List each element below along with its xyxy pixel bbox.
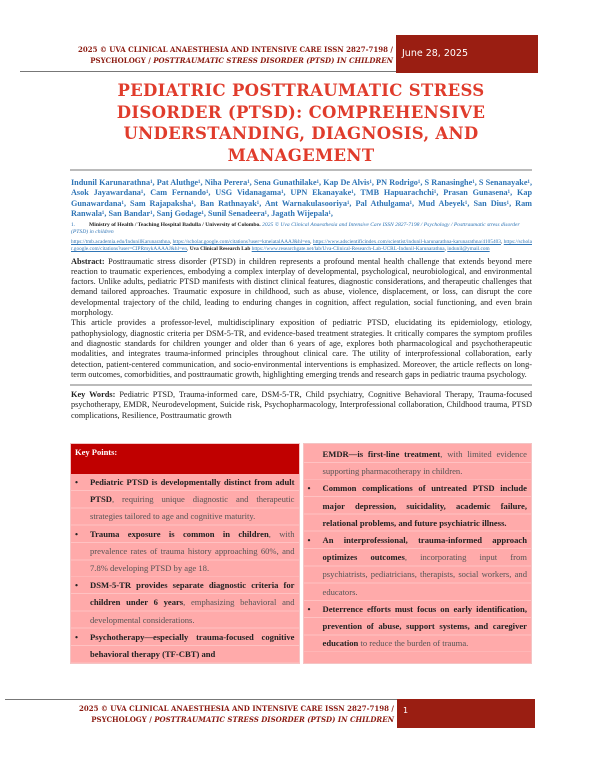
key-point-bold: EMDR—is first-line treatment (322, 449, 441, 460)
key-point-text: , with prevalence rates of trauma history approaching 60%, and 7.8% developing PTSD by age 18. (90, 528, 295, 574)
page-number: 1 (397, 699, 535, 728)
link-adscientificindex[interactable]: https://www.adscientificindex.com/scientist/indunil-karunarathna-karunarathna/4105403 (312, 239, 501, 246)
link-scholar[interactable]: https://scholar.google.com/citations?user=kmeiatalAAAJ&hl=en (172, 239, 311, 246)
key-point-continuation (304, 446, 532, 480)
link-academia[interactable]: https://tmb.academia.edu/IndunilKarunarathna (71, 239, 170, 246)
abstract-divider (70, 384, 532, 386)
key-point-text: , with limited evidence supporting pharmacotherapy in children. (322, 449, 527, 477)
key-point-text: , incorporating input from psychiatrists, pediatricians, therapists, social workers, and educators. (322, 552, 527, 597)
footer-section: PSYCHOLOGY / (91, 715, 155, 724)
main-column (70, 80, 532, 664)
key-point (71, 526, 299, 578)
affiliation-journal: 2025 © Uva Clinical Anaesthesia and Intensive Care ISSN 2827-7198 / Psychology / Posttraumatic stress disorder (PTSD) in children (71, 222, 520, 236)
key-points-box-left (70, 443, 300, 664)
running-footer (5, 699, 397, 729)
title-divider (70, 169, 532, 171)
bullet-icon: • (75, 528, 79, 539)
bullet-icon: • (75, 631, 79, 642)
key-point-bold: Pediatric PTSD is developmentally distinct from adult PTSD (90, 477, 295, 505)
key-point (304, 532, 532, 601)
abstract-p1 (71, 257, 532, 319)
abstract-label: Abstract: (71, 256, 105, 266)
lab-name: Uva Clinical Research Lab (189, 246, 251, 253)
footer-line2 (5, 714, 394, 725)
publication-date: June 28, 2025 (396, 35, 538, 73)
bullet-icon: • (307, 483, 311, 494)
key-point (304, 480, 532, 532)
key-point (71, 629, 299, 663)
key-points (70, 443, 532, 664)
article-title: PEDIATRIC POSTTRAUMATIC STRESS DISORDER (PTSD): COMPREHENSIVE UNDERSTANDING, DIAGNOSIS, AND MANAGEMENT (116, 81, 486, 165)
affiliation-institution: Ministry of Health / Teaching Hospital Badulla / University of Colombo. (89, 222, 261, 229)
key-point-text: to reduce the burden of trauma. (358, 638, 469, 649)
bullet-icon: • (75, 477, 79, 488)
key-point (304, 601, 532, 653)
key-point-bold: Psychotherapy—especially trauma-focused cognitive behavioral therapy (TF-CBT) and (90, 631, 295, 660)
key-points-box-right (303, 443, 533, 664)
key-point-bold: Deterrence efforts must focus on early identification, prevention of abuse, support systems, and caregiver education (322, 603, 527, 649)
key-point-bold: Trauma exposure is common in children (90, 528, 269, 539)
key-point (71, 577, 299, 629)
author-links: https://tmb.academia.edu/IndunilKarunarathna, https://scholar.google.com/citations?user=kmeiatalAAAJ&hl=en, https://www.adscientificindex.com/scientist/indunil-karunarathna-karunarathna/4105403, https://scholar.google.com/citations?user=CIPRmykAAAAJ&hl=en, Uva Clinical Research Lab https://www.researchgate.net/lab/Uva-Clinical-Research-Lab-UCRL-Indunil-Karunarathna, indunil@ymail.com (71, 239, 532, 253)
bullet-icon: • (307, 603, 311, 614)
key-point-text: , requiring unique diagnostic and therapeutic strategies tailored to age and cognitive maturity. (90, 494, 295, 522)
keywords (71, 390, 532, 421)
email-link[interactable]: indunil@ymail.com (447, 246, 490, 253)
link-researchgate[interactable]: https://www.researchgate.net/lab/Uva-Clinical-Research-Lab-UCRL-Indunil-Karunarathna (251, 246, 445, 253)
header-line2 (20, 55, 393, 66)
keywords-text: Pediatric PTSD, Trauma-informed care, DSM-5-TR, Child psychiatry, Cognitive Behavioral Therapy, Trauma-focused psychotherapy, EMDR, Neurodevelopment, Suicide risk, Psychopharmacology, Interprofessional collaboration, Childhood trauma, PTSD complications, Resilience, Posttraumatic growth (71, 390, 532, 420)
key-points-heading: Key Points: (71, 444, 299, 474)
key-point (71, 474, 299, 526)
key-point-bold: Common complications of untreated PTSD include major depression, suicidality, academic failure, relational problems, and future psychiatric illness. (322, 483, 527, 528)
footer-line1: 2025 © UVA CLINICAL ANAESTHESIA AND INTENSIVE CARE ISSN 2827-7198 / (78, 704, 394, 713)
abstract-p2: This article provides a professor-level, multidisciplinary exposition of pediatric PTSD, elucidating its epidemiology, etiology, pathophysiology, diagnostic criteria per DSM-5-TR, and evidence-based treatment strategies. It critically compares the symptom profiles and diagnostic standards for children younger and older than 6 years of age, explores both pharmacological and psychotherapeutic modalities, and integrates trauma-informed principles throughout clinical care. The utility of interprofessional collaboration, early detection, patient-centered communication, and socio-environmental interventions is emphasized. Moreover, the article reflects on long-term outcomes, comorbidities, and posttraumatic growth, highlighting emerging trends and research gaps in pediatric trauma psychology. (71, 318, 532, 379)
keywords-label: Key Words: (71, 390, 116, 400)
footer-topic: POSTTRAUMATIC STRESS DISORDER (PTSD) IN CHILDREN (154, 715, 394, 724)
key-point-bold: An interprofessional, trauma-informed approach optimizes outcomes (322, 535, 527, 563)
link-scholar-2[interactable]: https://scholar.google.com/citations?user=CIPRmykAAAAJ&hl=en (71, 239, 532, 253)
header-line1: 2025 © UVA CLINICAL ANAESTHESIA AND INTENSIVE CARE ISSN 2827-7198 / (77, 45, 393, 54)
header-topic: POSTTRAUMATIC STRESS DISORDER (PTSD) IN CHILDREN (153, 56, 393, 65)
running-header (20, 40, 396, 72)
key-point-text: , emphasizing behavioral and developmental considerations. (90, 597, 295, 625)
header-section: PSYCHOLOGY / (90, 56, 154, 65)
affiliation-number: 1. (71, 222, 76, 229)
author-list: Indunil Karunarathna¹, Pat Aluthge¹, Niha Perera¹, Sena Gunathilake¹, Kap De Alvis¹, PN Rodrigo¹, S Ranasinghe¹, S Senanayake¹, Asok Jayawardana¹, Cam Fernando¹, USG Vidanagama¹, UPN Ekanayake¹, TMB Hapuarachchi¹, Prasan Gunasena¹, Kap Gunawardana¹, Sam Rajapaksha¹, Ban Rathnayak¹, Ant Warnakulasooriya¹, Pal Athulgama¹, Mud Abeyek¹, San Dius¹, Ram Ranwala¹, San Bandar¹, Sanj Godage¹, Sunil Senadeera¹, Jagath Wijepala¹, (71, 178, 532, 218)
bullet-icon: • (307, 535, 311, 546)
affiliation (71, 222, 532, 236)
key-point-bold: DSM-5-TR provides separate diagnostic criteria for children under 6 years (90, 580, 295, 608)
abstract (71, 257, 532, 381)
bullet-icon: • (75, 580, 79, 591)
abstract-text-1: Posttraumatic stress disorder (PTSD) in children represents a profound mental health challenge that extends beyond mere reaction to traumatic experiences, embodying a complex interplay of developmental, psychological, neurobiological, and environmental factors. Unlike adults, pediatric PTSD manifests with distinct clinical features, diagnostic considerations, and therapeutic challenges that demand tailored approaches. Traumatic exposure in childhood, such as abuse, violence, displacement, or loss, can disrupt the core developmental trajectory of the child, leading to enduring changes in cognition, affect regulation, social functioning, and even brain morphology. (71, 256, 532, 318)
